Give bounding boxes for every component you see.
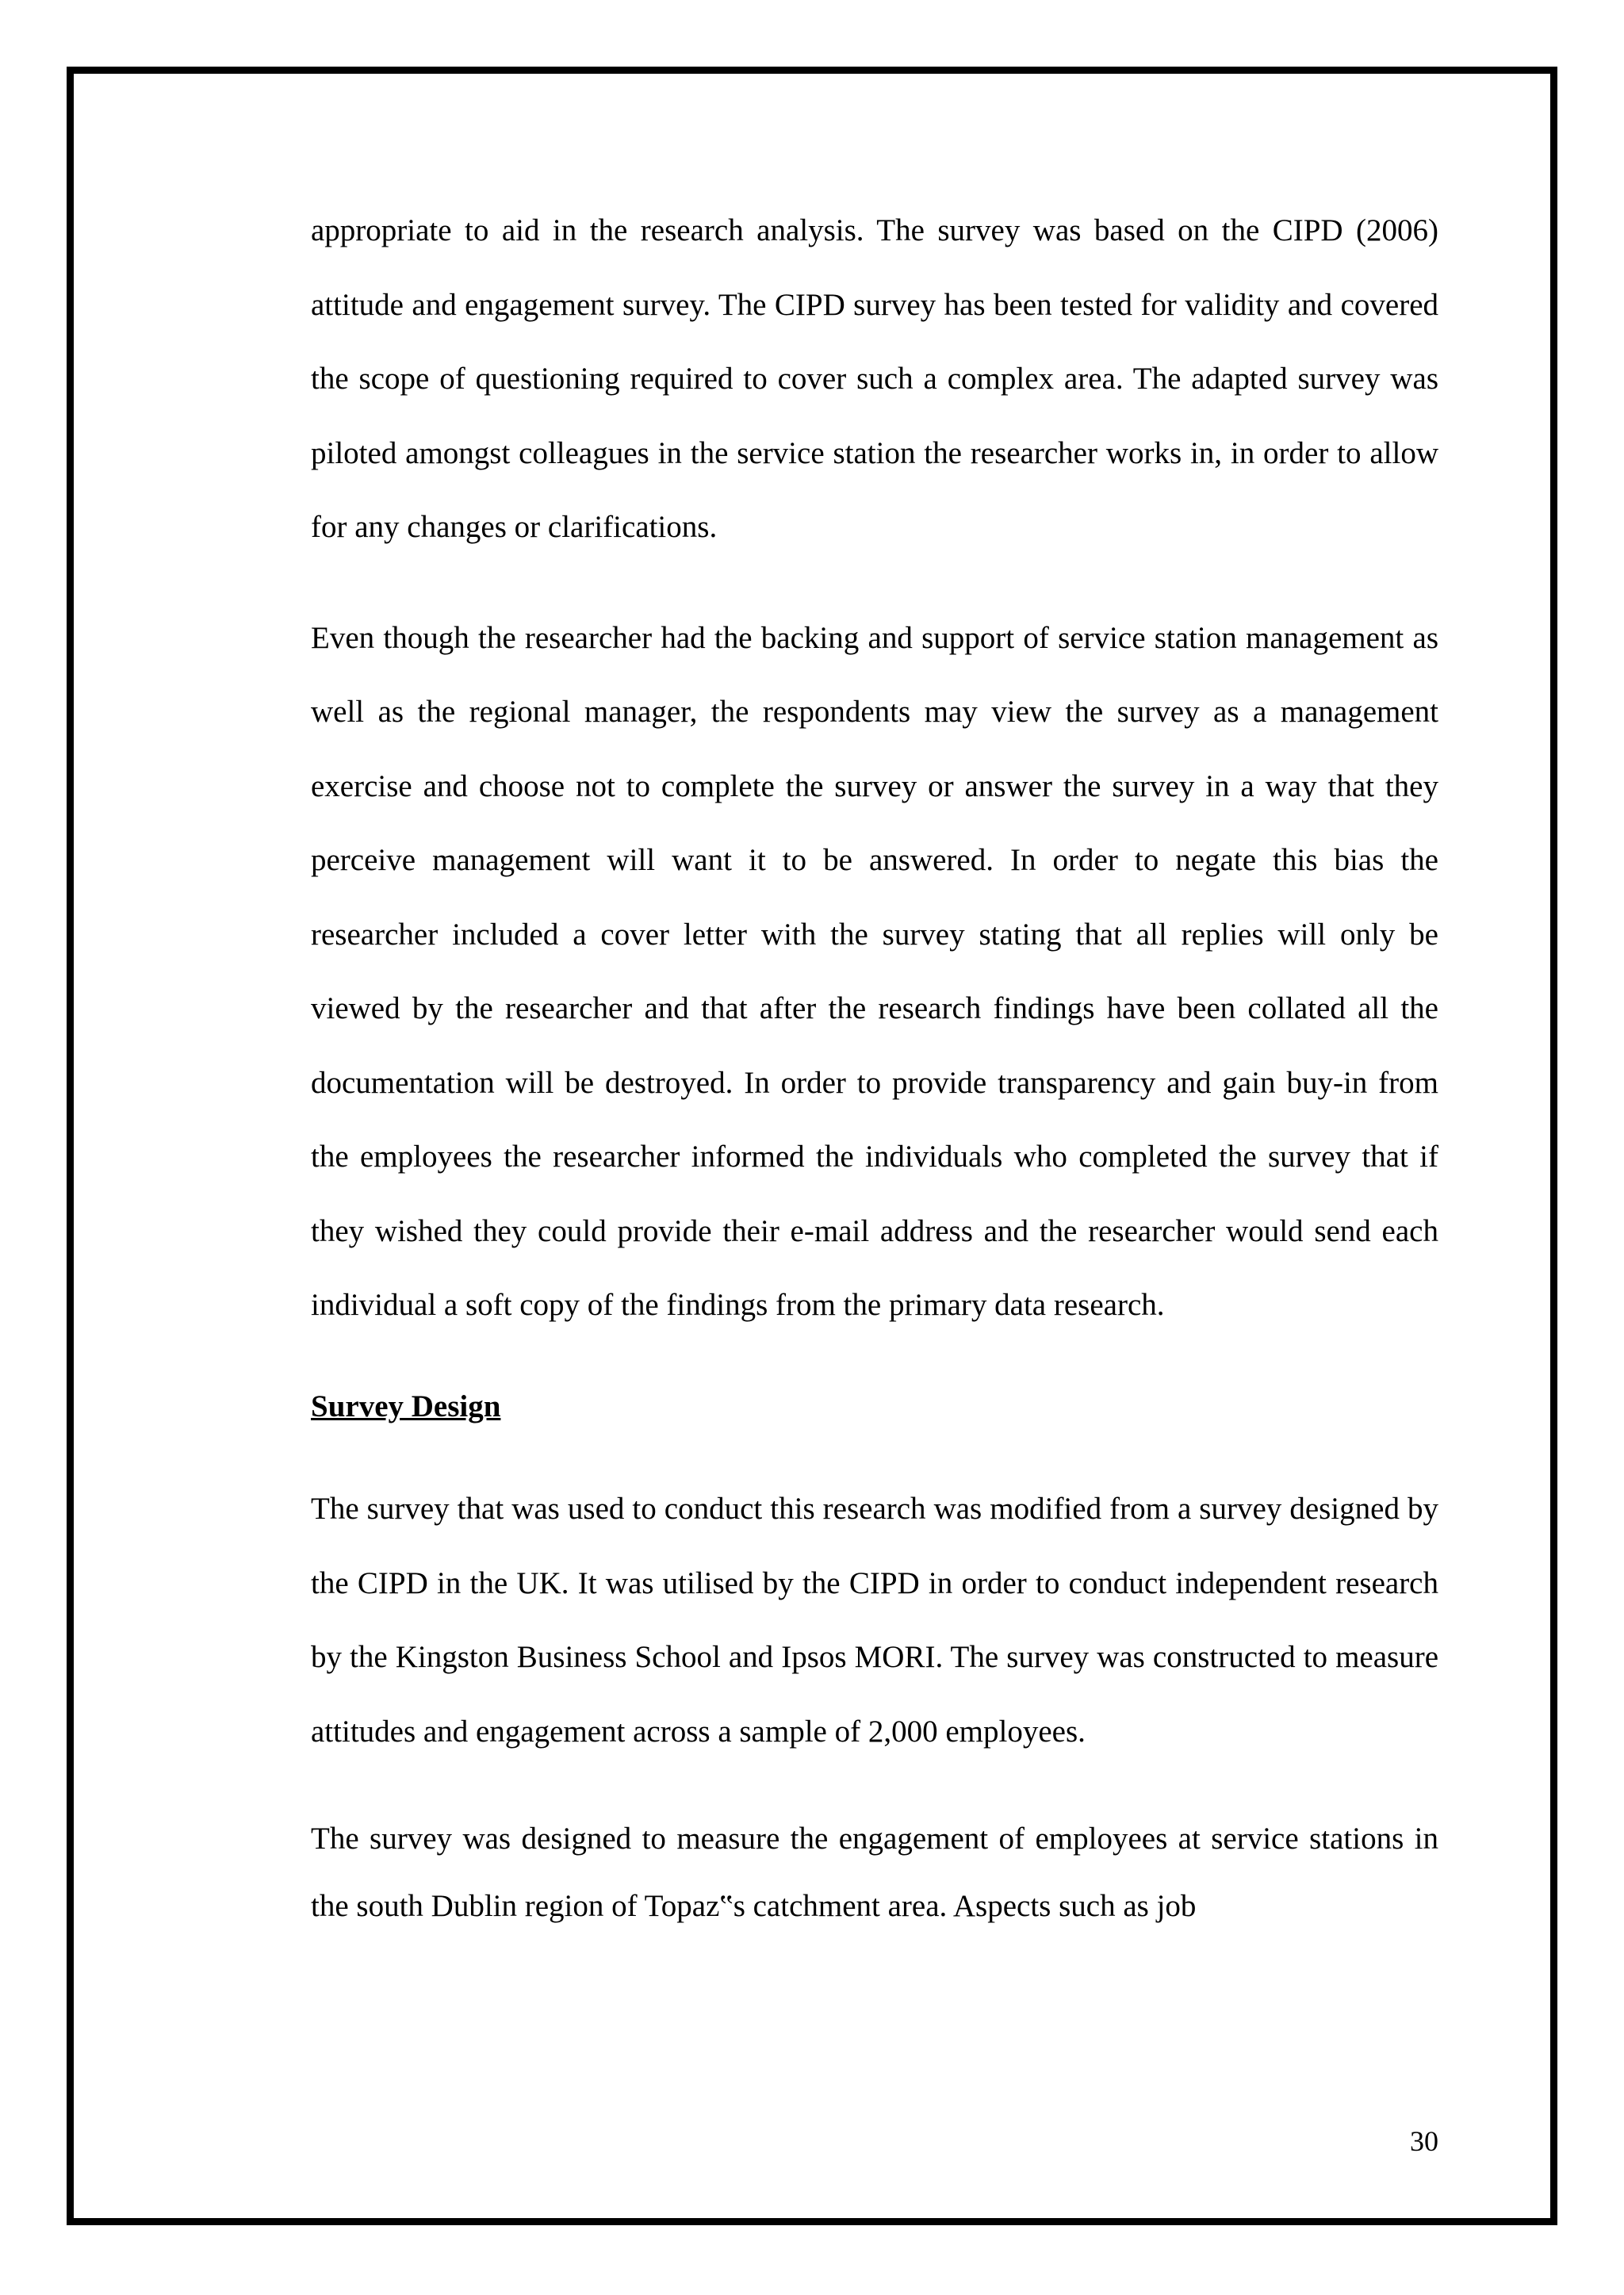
paragraph-bias-mitigation: Even though the researcher had the backing and support of service station management as well as the regional manager, the respondents may view the survey as a management exercise and choose not to complete the survey or answer the survey in a way that they perceive management will want it to be answered. In order to negate this bias the researcher included a cover letter with the survey stating that all replies will only be viewed by the researcher and that after the research findings have been collated all the documentation will be destroyed. In order to provide transparency and gain buy-in from the employees the researcher informed the individuals who completed the survey that if they wished they could provide their e-mail address and the researcher would send each individual a soft copy of the findings from the primary data research. <box>311 620 1438 1322</box>
section-heading-survey-design: Survey Design <box>311 1389 501 1423</box>
paragraph-survey-origin: The survey that was used to conduct this research was modified from a survey designed by the CIPD in the UK. It was utilised by the CIPD in order to conduct independent research by the Kingston Business School and Ipsos MORI. The survey was constructed to measure attitudes and engagement across a sample of 2,000 employees. <box>311 1492 1438 1749</box>
document-body <box>311 193 1438 1940</box>
paragraph-research-instrument: appropriate to aid in the research analysis. The survey was based on the CIPD (2006) attitude and engagement survey. The CIPD survey has been tested for validity and covered the scope of questioning required to cover such a complex area. The adapted survey was piloted amongst colleagues in the service station the researcher works in, in order to allow for any changes or clarifications. <box>311 213 1438 544</box>
page-number: 30 <box>1410 2125 1438 2157</box>
paragraph-survey-purpose: The survey was designed to measure the engagement of employees at service stations in the south Dublin region of Topaz‟s catchment area. Aspects such as job <box>311 1822 1438 1923</box>
